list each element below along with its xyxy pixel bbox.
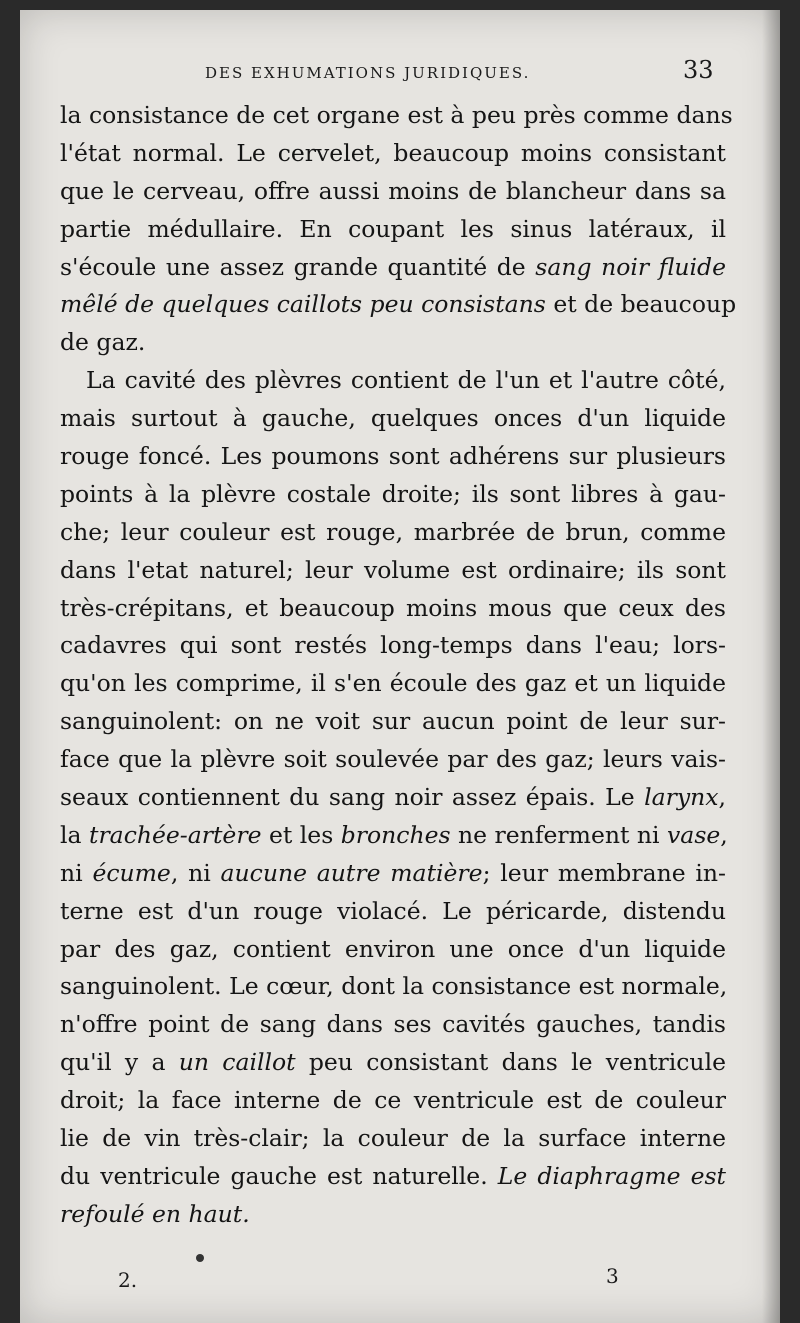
text-line (60, 1196, 726, 1234)
text-run: terne est d'un rouge violacé. Le péricarde, distendu (60, 896, 726, 925)
text-line (60, 741, 726, 779)
text-run: sanguinolent. Le cœur, dont la consistance est normale, (60, 972, 728, 1001)
text-line (60, 97, 733, 135)
text-run: points à la plèvre costale droite; ils sont libres à gau- (60, 479, 726, 508)
text-line (60, 893, 726, 931)
body-text (60, 97, 737, 1234)
text-run: droit; la face interne de ce ventricule est de couleur (60, 1086, 726, 1115)
running-head: DES EXHUMATIONS JURIDIQUES. (205, 64, 531, 82)
text-line (60, 855, 726, 893)
text-run: rouge foncé. Les poumons sont adhérens sur plusieurs (60, 442, 726, 471)
footer-page-number: 3 (606, 1264, 619, 1288)
text-run: et de beaucoup (545, 290, 737, 319)
text-run: ni (60, 858, 93, 887)
text-line (60, 476, 726, 514)
text-line (60, 968, 726, 1006)
text-line (60, 135, 726, 173)
text-run: che; leur couleur est rouge, marbrée de brun, comme (60, 517, 726, 546)
italic-text: sang noir fluide (535, 252, 727, 281)
italic-text: écume (92, 858, 171, 887)
italic-text: un caillot (178, 1048, 296, 1077)
text-run: ne renferment ni (450, 820, 668, 849)
text-line (60, 552, 726, 590)
text-run: que le cerveau, offre aussi moins de blancheur dans sa (60, 176, 726, 205)
italic-text: bronches (340, 820, 451, 849)
text-run: l'état normal. Le cervelet, beaucoup moins consistant (60, 138, 726, 167)
text-run: n'offre point de sang dans ses cavités gauches, tandis (60, 1010, 726, 1039)
text-run: mais surtout à gauche, quelques onces d'un liquide (60, 404, 726, 433)
text-run: La cavité des plèvres contient de l'un et l'autre côté, (86, 366, 726, 395)
text-run: très-crépitans, et beaucoup moins mous que ceux des (60, 593, 726, 622)
text-line (60, 438, 726, 476)
text-run: du ventricule gauche est naturelle. (60, 1161, 498, 1190)
text-line (60, 817, 726, 855)
italic-text: vase (667, 820, 721, 849)
italic-text: mêlé de quelques caillots peu consistans (60, 290, 546, 319)
italic-text: Le diaphragme est (497, 1161, 727, 1190)
page-footer (20, 1260, 780, 1294)
italic-text: trachée-artère (89, 820, 262, 849)
text-run: s'écoule une assez grande quantité de (60, 252, 536, 281)
text-run: qu'il y a (60, 1048, 179, 1077)
text-line (60, 1044, 726, 1082)
text-line (60, 324, 726, 362)
text-line (60, 400, 726, 438)
text-line (60, 1006, 726, 1044)
text-line (60, 286, 737, 324)
text-run: ; leur membrane in- (482, 858, 727, 887)
text-line (60, 1158, 726, 1196)
text-run: par des gaz, contient environ une once d'un liquide (60, 934, 726, 963)
italic-text: refoulé en haut. (60, 1199, 250, 1228)
text-line (60, 627, 726, 665)
text-line (60, 703, 726, 741)
text-run: de gaz. (60, 328, 146, 357)
page-number: 33 (683, 56, 714, 84)
italic-text: aucune autre matière (220, 858, 483, 887)
text-line (60, 514, 726, 552)
text-line (60, 665, 726, 703)
text-run: , ni (170, 858, 221, 887)
text-run: seaux contiennent du sang noir assez épais. Le (60, 783, 645, 812)
text-line (60, 1120, 726, 1158)
text-run: dans l'etat naturel; leur volume est ordinaire; ils sont (60, 555, 726, 584)
text-line (60, 362, 726, 400)
italic-text: larynx (644, 783, 719, 812)
text-line (60, 931, 726, 969)
text-line (60, 779, 726, 817)
text-run: , (720, 820, 728, 849)
text-line (60, 590, 726, 628)
text-run: et les (261, 820, 341, 849)
ink-dot (196, 1254, 204, 1262)
book-page (20, 10, 780, 1323)
text-line (60, 211, 726, 249)
text-run: peu consistant dans le ventricule (295, 1048, 726, 1077)
text-run: sanguinolent: on ne voit sur aucun point de leur sur- (60, 707, 726, 736)
text-run: partie médullaire. En coupant les sinus latéraux, il (60, 214, 726, 243)
text-run: qu'on les comprime, il s'en écoule des gaz et un liquide (60, 669, 726, 698)
signature-mark: 2. (118, 1268, 138, 1292)
text-run: face que la plèvre soit soulevée par des gaz; leurs vais- (60, 745, 726, 774)
page-header (20, 54, 780, 90)
text-line (60, 249, 726, 287)
text-run: la (60, 820, 89, 849)
text-line (60, 1082, 726, 1120)
text-run: cadavres qui sont restés long-temps dans l'eau; lors- (60, 631, 726, 660)
text-run: , (718, 783, 726, 812)
text-run: la consistance de cet organe est à peu près comme dans (60, 101, 733, 129)
text-line (60, 173, 726, 211)
text-run: lie de vin très-clair; la couleur de la surface interne (60, 1124, 726, 1153)
